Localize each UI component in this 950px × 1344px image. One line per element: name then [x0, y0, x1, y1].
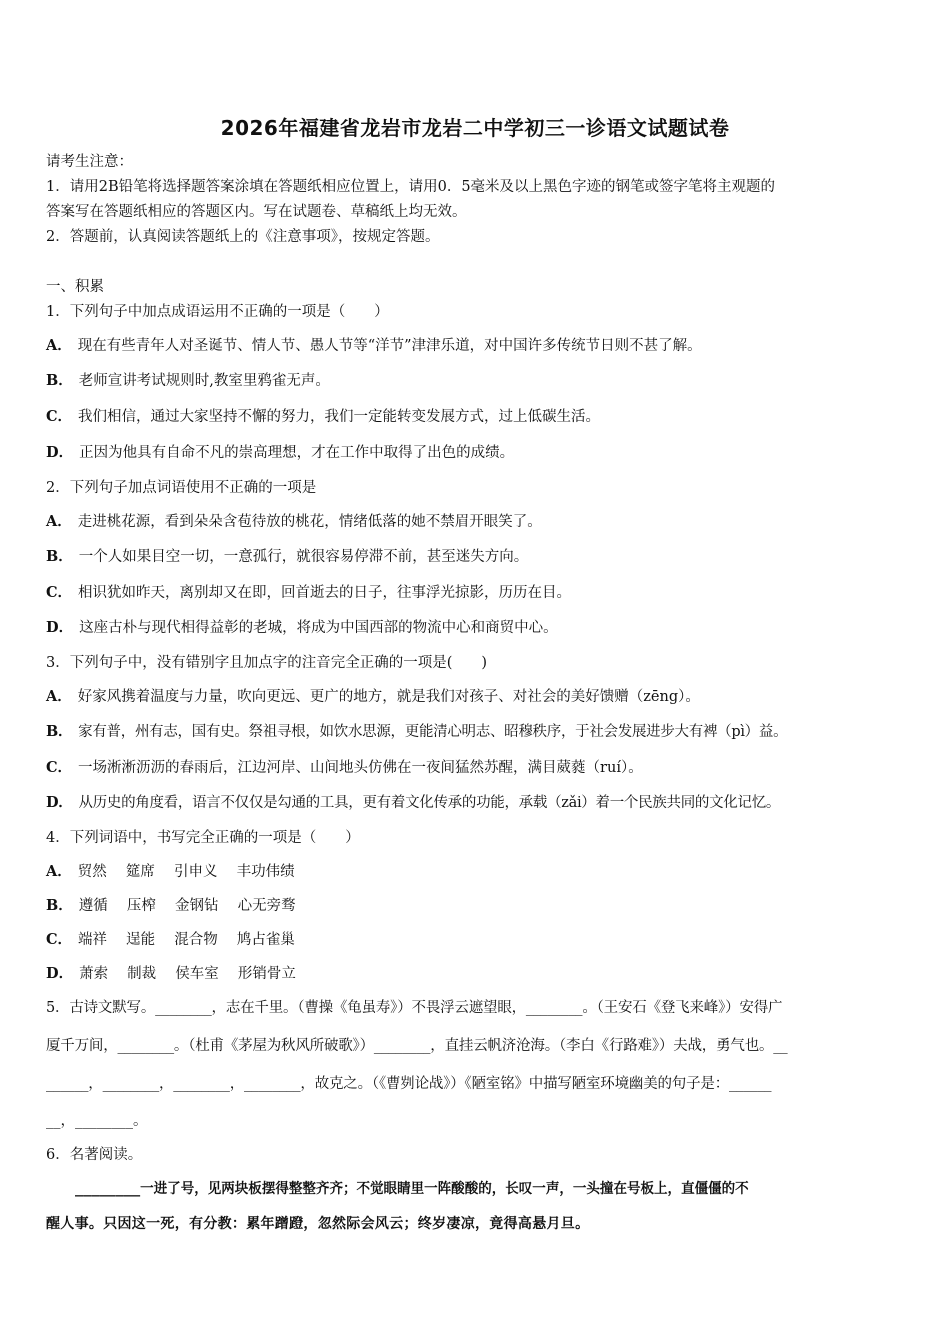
option-text: 一场淅淅沥沥的春雨后，江边河岸、山间地头仿佛在一夜间猛然苏醒，满目葳蕤（ruí）。 [78, 760, 643, 776]
question-4-option-d[interactable] [46, 964, 910, 984]
option-key: D． [46, 794, 73, 811]
notice-heading: 请考生注意： [46, 154, 133, 170]
page-title: 2026年福建省龙岩市龙岩二中学初三一诊语文试题试卷 [220, 116, 730, 140]
option-text: 端祥 逞能 混合物 鸠占雀巢 [78, 932, 295, 948]
option-key: C． [46, 408, 73, 425]
question-1-option-b[interactable] [46, 371, 910, 391]
question-2-option-c[interactable] [46, 583, 910, 603]
question-4-option-c[interactable] [46, 930, 910, 950]
question-5-line-3: ______，________，________，________，故克之。（《曹刿论战》）《陋室铭》中描写陋室环境幽美的句子是：______ [46, 1076, 772, 1092]
question-2-option-d[interactable] [46, 618, 910, 638]
option-key: C． [46, 931, 73, 948]
option-key: D． [46, 444, 74, 461]
question-2-option-b[interactable] [46, 547, 910, 567]
question-3-option-b[interactable] [46, 722, 910, 742]
option-text: 现在有些青年人对圣诞节、情人节、愚人节等“洋节”津津乐道，对中国许多传统节日则不甚了解。 [77, 338, 702, 354]
question-2-stem: 2．下列句子加点词语使用不正确的一项是 [46, 480, 317, 496]
option-text: 一个人如果目空一切，一意孤行，就很容易停滞不前，甚至迷失方向。 [78, 549, 529, 565]
section-heading-accumulation: 一、积累 [46, 279, 104, 295]
question-3-option-c[interactable] [46, 758, 910, 778]
notice-item-1-line-2: 答案写在答题纸相应的答题区内。写在试题卷、草稿纸上均无效。 [46, 204, 467, 220]
option-key: B． [46, 897, 73, 914]
option-key: C． [46, 584, 73, 601]
option-key: D． [46, 619, 74, 636]
question-4-option-b[interactable] [46, 896, 910, 916]
question-6-passage-line-2: 醒人事。只因这一死，有分教：累年蹭蹬，忽然际会风云；终岁凄凉，竟得高悬月旦。 [46, 1216, 590, 1232]
option-key: B． [46, 723, 73, 740]
question-5-line-4: __，________。 [46, 1113, 148, 1129]
option-text: 家有普，州有志，国有史。祭祖寻根，如饮水思源，更能清心明志、昭穆秩序，于社会发展进步大有裨（pì）益。 [78, 724, 788, 740]
question-3-option-a[interactable] [46, 687, 910, 707]
question-3-option-d[interactable] [46, 793, 910, 813]
question-6-stem: 6．名著阅读。 [46, 1147, 143, 1163]
option-key: D． [46, 965, 74, 982]
option-key: A． [46, 863, 72, 880]
option-key: A． [46, 337, 72, 354]
option-key: A． [46, 688, 72, 705]
option-text: 正因为他具有自命不凡的崇高理想，才在工作中取得了出色的成绩。 [79, 445, 515, 461]
option-text: 相识犹如昨天，离别却又在即，回首逝去的日子，往事浮光掠影，历历在目。 [78, 585, 572, 601]
question-1-option-d[interactable] [46, 443, 910, 463]
option-text: 老师宣讲考试规则时,教室里鸦雀无声。 [78, 373, 330, 389]
question-5-line-1: 5．古诗文默写。________，志在千里。（曹操《龟虽寿》）不畏浮云遮望眼，________。（王安石《登飞来峰》）安得广 [46, 1000, 783, 1016]
option-text: 走进桃花源，看到朵朵含苞待放的桃花，情绪低落的她不禁眉开眼笑了。 [77, 514, 542, 530]
question-4-stem: 4．下列词语中，书写完全正确的一项是（ ） [46, 830, 360, 846]
notice-item-2: 2．答题前，认真阅读答题纸上的《注意事项》，按规定答题。 [46, 229, 440, 245]
question-1-option-a[interactable] [46, 336, 910, 356]
notice-item-1-line-1: 1．请用2B铅笔将选择题答案涂填在答题纸相应位置上，请用0．5毫米及以上黑色字迹的钢笔或签字笔将主观题的 [46, 179, 776, 195]
question-5-line-2: 厦千万间，________。（杜甫《茅屋为秋风所破歌》）________，直挂云帆济沧海。（李白《行路难》）夫战，勇气也。__ [46, 1038, 788, 1054]
option-text: 从历史的角度看，语言不仅仅是勾通的工具，更有着文化传承的功能，承载（zǎi）着一个民族共同的文化记忆。 [78, 795, 781, 811]
question-6-passage-line-1: ________一进了号，见两块板摆得整整齐齐；不觉眼睛里一阵酸酸的，长叹一声，一头撞在号板上，直僵僵的不 [74, 1181, 749, 1197]
option-key: C． [46, 759, 73, 776]
option-text: 好家风携着温度与力量，吹向更远、更广的地方，就是我们对孩子、对社会的美好馈赠（zēng）。 [77, 689, 700, 705]
option-text: 这座古朴与现代相得益彰的老城，将成为中国西部的物流中心和商贸中心。 [79, 620, 558, 636]
option-text: 贸然 筵席 引申义 丰功伟绩 [77, 864, 295, 880]
question-1-stem: 1．下列句子中加点成语运用不正确的一项是（ ） [46, 304, 389, 320]
option-text: 遵循 压榨 金钢钻 心无旁骛 [78, 898, 296, 914]
option-text: 萧索 制裁 侯车室 形销骨立 [79, 966, 296, 982]
question-2-option-a[interactable] [46, 512, 910, 532]
option-key: B． [46, 548, 73, 565]
option-text: 我们相信，通过大家坚持不懈的努力，我们一定能转变发展方式，过上低碳生活。 [78, 409, 601, 425]
option-key: B． [46, 372, 73, 389]
question-1-option-c[interactable] [46, 407, 910, 427]
question-3-stem: 3．下列句子中，没有错别字且加点字的注音完全正确的一项是( ) [46, 655, 488, 671]
option-key: A． [46, 513, 72, 530]
question-4-option-a[interactable] [46, 862, 910, 882]
